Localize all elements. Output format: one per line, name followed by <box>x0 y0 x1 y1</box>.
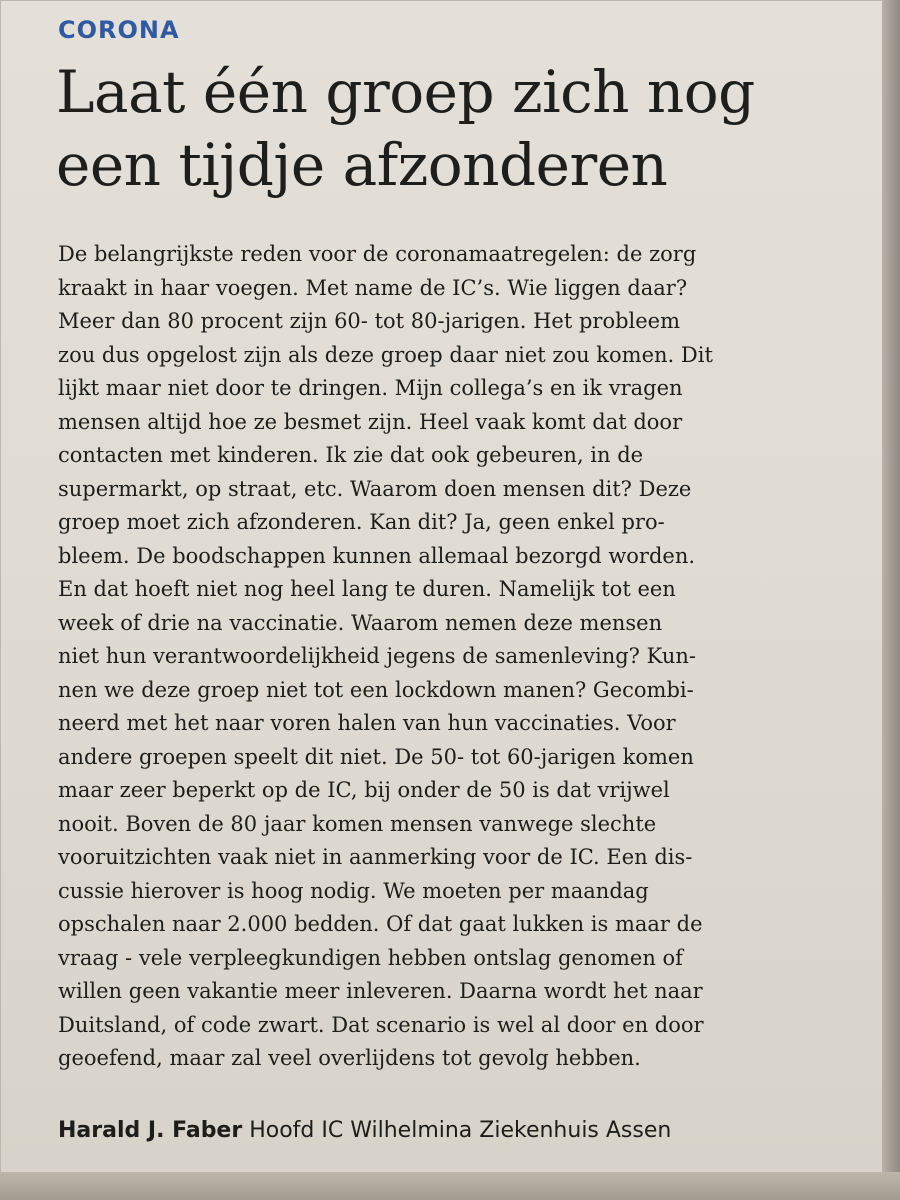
author-name: Harald J. Faber <box>58 1118 243 1143</box>
article-body <box>58 238 858 1076</box>
body-line: Duitsland, of code zwart. Dat scenario is wel al door en door <box>58 1012 704 1037</box>
body-line: En dat hoeft niet nog heel lang te duren. Namelijk tot een <box>58 577 676 601</box>
bottom-shadow <box>0 1172 900 1200</box>
body-line: nooit. Boven de 80 jaar komen mensen vanwege slechte <box>58 811 657 836</box>
body-line: Meer dan 80 procent zijn 60- tot 80-jarigen. Het probleem <box>58 309 681 333</box>
body-line: willen geen vakantie meer inleveren. Daarna wordt het naar <box>58 979 703 1003</box>
body-line: groep moet zich afzonderen. Kan dit? Ja, geen enkel pro- <box>58 510 665 534</box>
body-line: neerd met het naar voren halen van hun vaccinaties. Voor <box>58 711 676 735</box>
article-headline <box>56 56 856 202</box>
body-line: opschalen naar 2.000 bedden. Of dat gaat lukken is maar de <box>58 912 703 936</box>
body-line: De belangrijkste reden voor de coronamaatregelen: de zorg <box>58 242 697 266</box>
body-line: bleem. De boodschappen kunnen allemaal bezorgd worden. <box>58 543 696 568</box>
headline-line: Laat één groep zich nog <box>56 58 755 126</box>
section-kicker: CORONA <box>58 16 180 44</box>
body-line: week of drie na vaccinatie. Waarom nemen deze mensen <box>58 610 663 635</box>
body-line: lijkt maar niet door te dringen. Mijn collega’s en ik vragen <box>58 376 683 400</box>
body-line: maar zeer beperkt op de IC, bij onder de 50 is dat vrijwel <box>58 778 670 802</box>
body-line: vooruitzichten vaak niet in aanmerking voor de IC. Een dis- <box>58 845 693 869</box>
author-role: Hoofd IC Wilhelmina Ziekenhuis Assen <box>249 1118 672 1143</box>
body-line: cussie hierover is hoog nodig. We moeten per maandag <box>58 878 649 903</box>
body-line: mensen altijd hoe ze besmet zijn. Heel vaak komt dat door <box>58 409 683 434</box>
body-line: zou dus opgelost zijn als deze groep daar niet zou komen. Dit <box>58 342 713 367</box>
body-line: vraag - vele verpleegkundigen hebben ontslag genomen of <box>58 945 683 970</box>
body-line: nen we deze groep niet tot een lockdown manen? Gecombi- <box>58 677 694 702</box>
body-line: contacten met kinderen. Ik zie dat ook gebeuren, in de <box>58 443 644 467</box>
paper-edge <box>882 0 900 1200</box>
body-line: niet hun verantwoordelijkheid jegens de samenleving? Kun- <box>58 644 696 668</box>
headline-line: een tijdje afzonderen <box>56 131 668 199</box>
body-line: geoefend, maar zal veel overlijdens tot gevolg hebben. <box>58 1046 641 1070</box>
body-line: kraakt in haar voegen. Met name de IC’s. Wie liggen daar? <box>58 275 688 300</box>
article-byline <box>58 1120 858 1142</box>
body-line: supermarkt, op straat, etc. Waarom doen mensen dit? Deze <box>58 476 692 501</box>
body-line: andere groepen speelt dit niet. De 50- tot 60-jarigen komen <box>58 744 694 769</box>
